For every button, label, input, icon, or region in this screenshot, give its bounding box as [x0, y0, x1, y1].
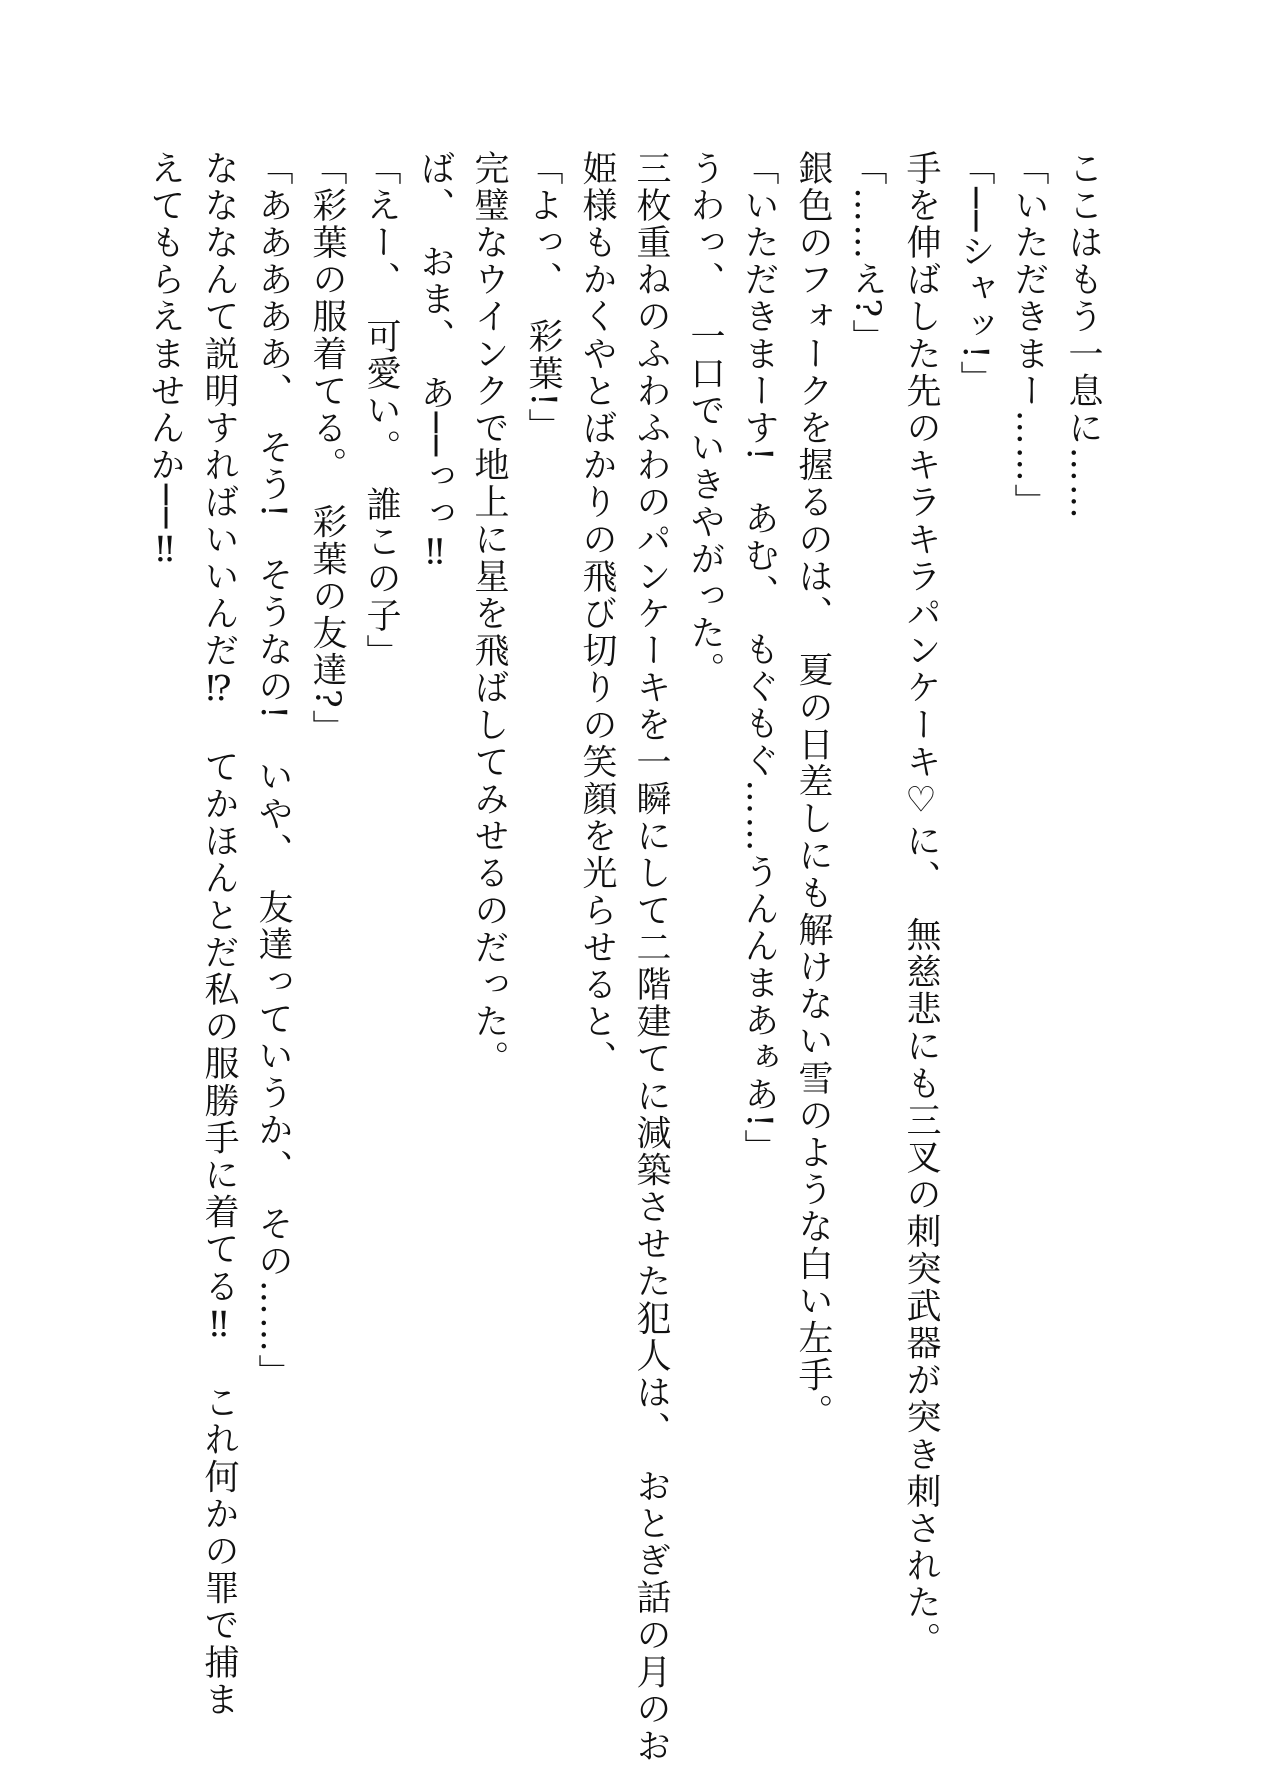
- text-line: 「彩葉の服着てる。 彩葉の友達?」: [307, 150, 347, 747]
- text-line: うわっ、 一口でいきやがった。: [685, 150, 725, 689]
- text-line: 銀色のフォークを握るのは、 夏の日差しにも解けない雪のような白い左手。: [793, 150, 833, 1431]
- vertical-text-body: [138, 150, 1110, 1765]
- text-line: 「よっ、 彩葉!」: [523, 150, 563, 446]
- text-line: ば、 おま、 あ──っっ‼: [415, 150, 455, 575]
- text-line: 完璧なウインクで地上に星を飛ばしてみせるのだった。: [469, 150, 509, 1078]
- text-line: ここはもう一息に……: [1063, 150, 1103, 521]
- text-line: 「──シャッ!」: [955, 150, 995, 399]
- text-line: えてもらえませんか──‼: [145, 150, 185, 573]
- text-line: 「いただきまーす! あむ、 もぐもぐ……うんんまあぁあ!」: [739, 150, 779, 1167]
- text-line: 三枚重ねのふわふわのパンケーキを一瞬にして二階建てに減築させた犯人は、 おとぎ話の月のお: [631, 150, 671, 1765]
- text-line: 「いただきまー……」: [1009, 150, 1049, 521]
- text-line: 手を伸ばした先のキラキラパンケーキ♡に、 無慈悲にも三叉の刺突武器が突き刺された。: [901, 150, 941, 1659]
- text-line: 「……え?」: [847, 150, 887, 357]
- text-line: なななんて説明すればいいんだ⁉ てかほんとだ私の服勝手に着てる‼ これ何かの罪で捕ま: [199, 150, 239, 1719]
- text-line: 「あああああ、 そう! そうなの! いや、 友達っていうか、 その……」: [253, 150, 293, 1392]
- text-line: 姫様もかくやとばかりの飛び切りの笑顔を光らせると、: [577, 150, 617, 1078]
- text-line: 「えー、 可愛い。 誰この子」: [361, 150, 401, 672]
